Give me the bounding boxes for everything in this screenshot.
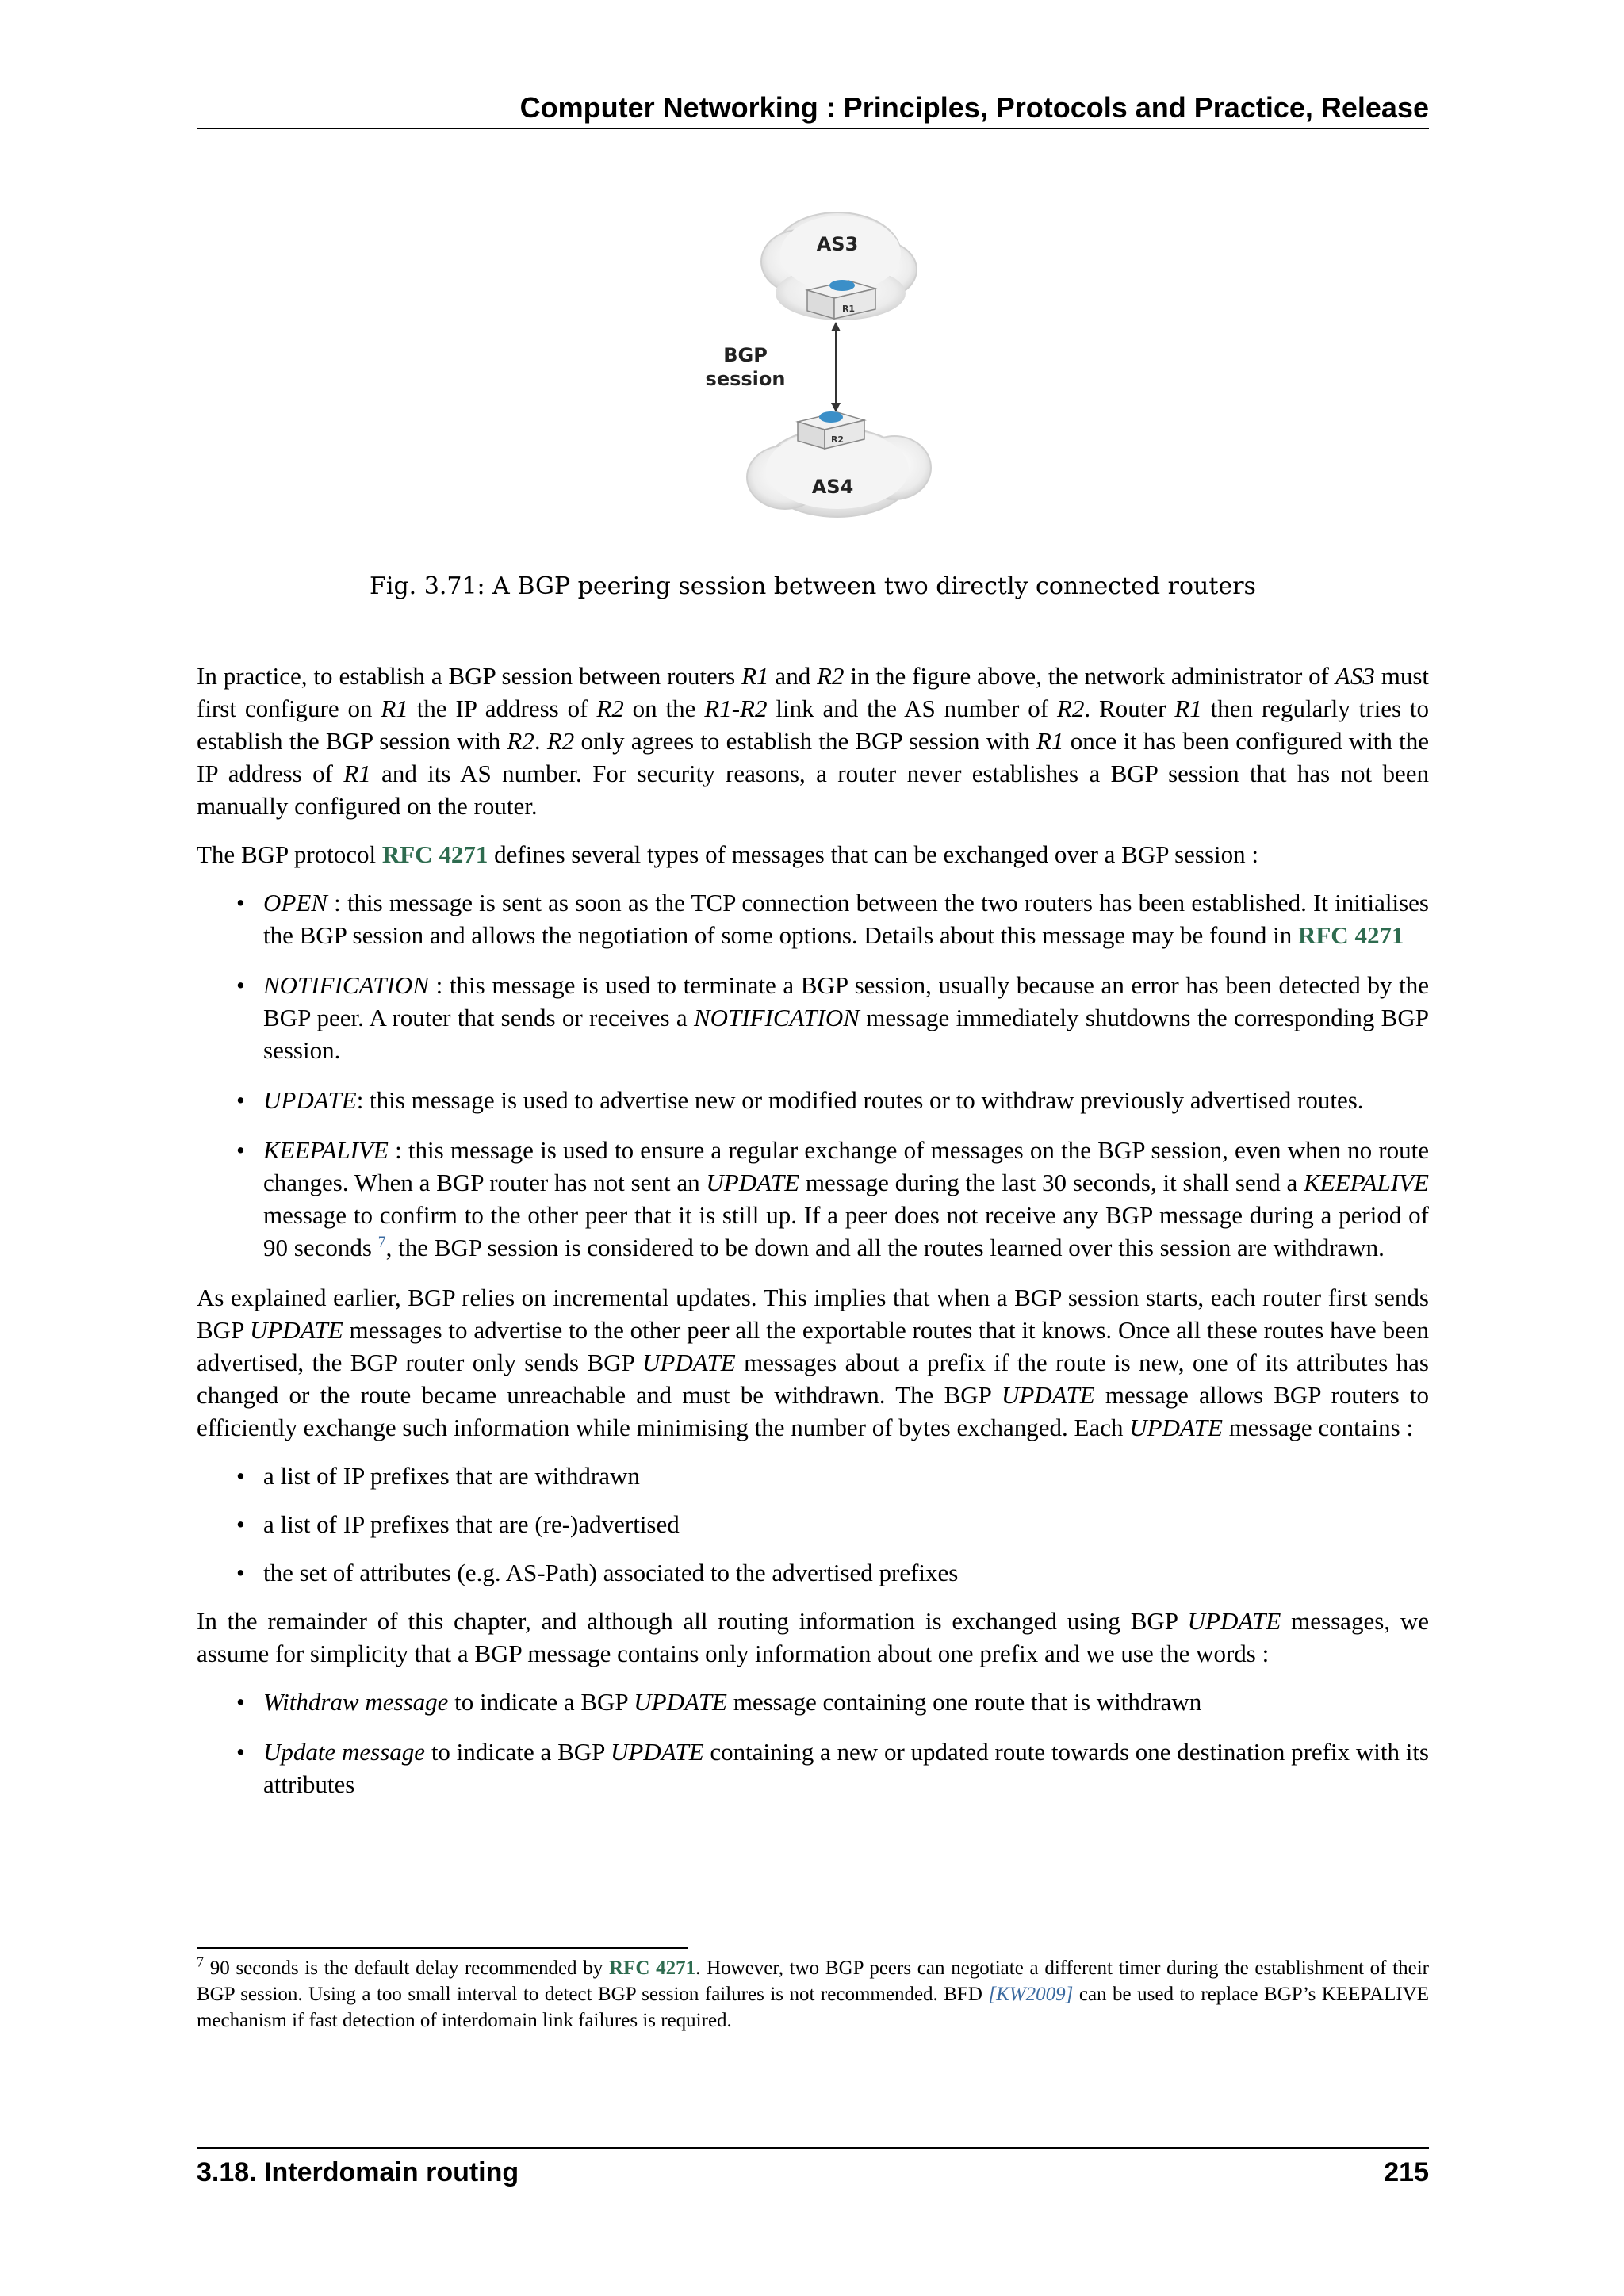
footnote-7: $^7$ 90 seconds is the default delay recommended by RFC 4271. However, two BGP peers can negotiate a different timer during the establishment of their BGP session. Using a too small interval to detect BGP session failures is not recommended. BFD [KW2009] can be used to replace BGP’s KEEPALIVE mechanism if fast detection of interdomain link failures is required. [197,1954,1429,2031]
citation-kw2009[interactable]: [KW2009] [988,1984,1074,2005]
paragraph-bgp-setup: In practice, to establish a BGP session between routers R1 and R2 in the figure above, the network administrator of AS3 must first configure on R1 the IP address of R2 on the R1-R2 link and the AS number of R2. Router R1 then regularly tries to establish the BGP session with R2. R2 only agrees to establish the BGP session with R1 once it has been configured with the IP address of R1 and its AS number. For security reasons, a router never establishes a BGP session that has not been manually configured on the router. [197,662,1430,820]
figure-caption: Fig. 3.71: A BGP peering session between two directly connected routers [370,572,1256,600]
header-rule [197,128,1429,129]
arrow-head-up [831,322,841,331]
list-item: • the set of attributes (e.g. AS-Path) associated to the advertised prefixes [263,1556,1429,1589]
router-r2-label: R2 [830,434,845,445]
running-header: Computer Networking : Principles, Protocols and Practice, Release [519,91,1429,124]
list-item: • a list of IP prefixes that are withdrawn [263,1460,1429,1492]
bgp-diagram [682,190,944,547]
rfc4271-link[interactable]: RFC 4271 [381,840,488,868]
rfc4271-link[interactable]: RFC 4271 [1297,921,1404,949]
as3-label: AS3 [816,233,859,255]
list-item-keepalive: • KEEPALIVE : this message is used to ensure a regular exchange of messages on the BGP session, even when no route changes. When a BGP router has not sent an UPDATE message during the last 30 seconds, it shall send a KEEPALIVE message to confirm to the other peer that it is still up. If a peer does not receive any BGP message during a period of 90 seconds $^7$, the BGP session is considered to be down and all the routes learned over this session are withdrawn. [263,1134,1429,1264]
bgp-peering-figure [682,190,944,547]
list-item-update: • UPDATE: this message is used to advertise new or modified routes or to withdraw previously advertised routes. [263,1084,1429,1116]
router-r1-label: R1 [841,304,856,314]
paragraph-incremental-updates: As explained earlier, BGP relies on incremental updates. This implies that when a BGP session starts, each router first sends BGP UPDATE messages to advertise to the other peer all the exportable routes that it knows. Once all these routes have been advertised, the BGP router only sends BGP UPDATE messages about a prefix if the route is new, one of its attributes has changed or the route became unreachable and must be withdrawn. The BGP UPDATE message allows BGP routers to efficiently exchange such information while minimising the number of bytes exchanged. Each UPDATE message contains : [197,1284,1429,1441]
rfc4271-link[interactable]: RFC 4271 [609,1957,696,1979]
session-label: session [705,368,786,390]
list-item-withdraw-message: • Withdraw message to indicate a BGP UPDATE message containing one route that is withdrawn [263,1686,1429,1718]
footer-section-title: 3.18. Interdomain routing [197,2157,519,2187]
list-item-update-message: • Update message to indicate a BGP UPDATE containing a new or updated route towards one destination prefix with its attributes [263,1735,1429,1800]
message-types-list [197,886,1429,1264]
terms-list [197,1686,1429,1800]
footnote-ref-7[interactable]: 7 [377,1233,386,1251]
page-number: 215 [1384,2157,1429,2187]
as4-label: AS4 [811,476,854,498]
paragraph-simplification: In the remainder of this chapter, and although all routing information is exchanged using BGP UPDATE messages, we assume for simplicity that a BGP message contains only information about one prefix and we use the words : [197,1607,1429,1667]
list-item: • a list of IP prefixes that are (re-)advertised [263,1508,1429,1540]
paragraph-message-types: The BGP protocol RFC 4271 defines several types of messages that can be exchanged over a BGP session : [197,840,1259,868]
list-item-notification: • NOTIFICATION : this message is used to terminate a BGP session, usually because an error has been detected by the BGP peer. A router that sends or receives a NOTIFICATION message immediately shutdowns the corresponding BGP session. [263,969,1429,1066]
footnote-rule [197,1947,688,1949]
arrow-head-down [831,403,841,412]
bgp-label: BGP [723,344,768,366]
footer-rule [197,2147,1429,2149]
update-contents-list [197,1460,1429,1589]
list-item-open: • OPEN : this message is sent as soon as the TCP connection between the two routers has been established. It initialises the BGP session and allows the negotiation of some options. Details about this message may be found in RFC 4271 [263,886,1429,951]
main-text [197,660,1429,1818]
